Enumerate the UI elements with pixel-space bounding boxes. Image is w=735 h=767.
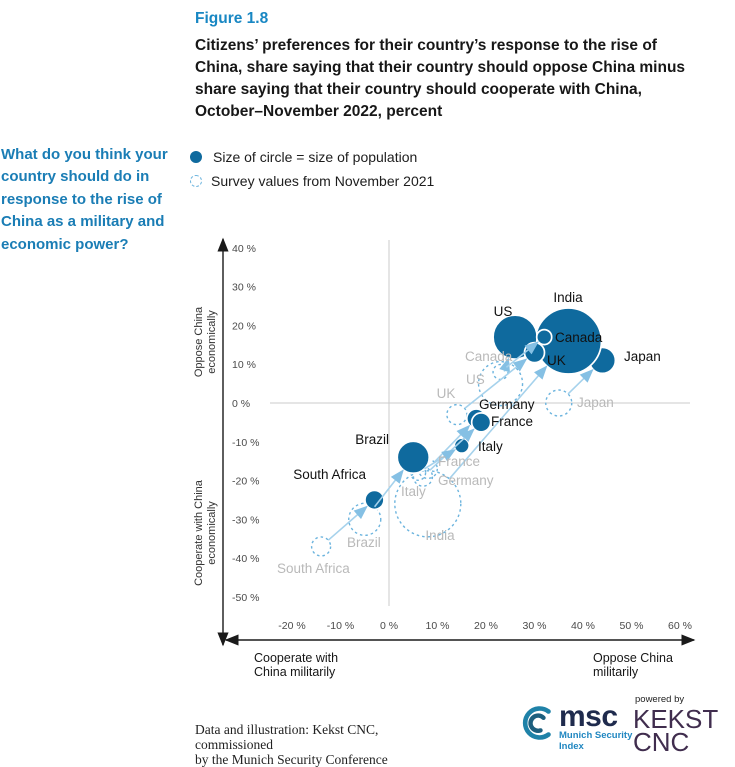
figure-title-line-1: Citizens’ preferences for their country’s response to the rise of [195, 37, 657, 54]
legend-label: Size of circle = size of population [213, 148, 418, 165]
figure-title-line-4: October–November 2022, percent [195, 103, 443, 120]
y-axis-caption-top: Oppose Chinaeconomically [193, 306, 218, 378]
label-italy-2022: Italy [478, 439, 503, 454]
y-tick-label: 40 % [232, 242, 256, 255]
label-brazil-2022: Brazil [355, 432, 389, 447]
figure-header [195, 10, 715, 123]
label-italy-2021: Italy [401, 484, 426, 499]
label-south_africa-2022: South Africa [293, 467, 366, 482]
source-note [195, 722, 455, 767]
x-tick-label: -10 % [326, 620, 355, 632]
y-tick-label: -30 % [232, 514, 260, 527]
y-tick-label: 0 % [232, 398, 251, 410]
label-japan-2021: Japan [577, 395, 614, 410]
x-tick-label: 20 % [474, 620, 498, 632]
y-tick-label: -20 % [232, 475, 260, 488]
msc-logo [518, 700, 633, 753]
legend-item-population [190, 148, 434, 165]
label-germany-2021: Germany [438, 473, 494, 488]
label-france-2021: France [438, 454, 481, 469]
label-us-2021: US [466, 372, 485, 387]
solid-circle-icon [190, 151, 202, 163]
x-tick-label: 40 % [571, 620, 595, 632]
y-tick-label: 10 % [232, 359, 256, 372]
bubble-south_africa-2021 [312, 537, 331, 556]
question-line-2: country should do in [1, 168, 150, 186]
label-canada-2022: Canada [555, 330, 603, 345]
msc-logo-text [559, 700, 633, 752]
label-india-2022: India [553, 290, 583, 305]
y-tick-label: 30 % [232, 281, 256, 294]
legend-item-2021 [190, 172, 434, 189]
kekst-wordmark-line-1: KEKST [633, 704, 719, 734]
y-tick-label: -50 % [232, 591, 260, 604]
label-brazil-2021: Brazil [347, 535, 381, 550]
figure-title-line-3: share saying that their country should cooperate with China, [195, 81, 642, 98]
bubble-uk-2021 [447, 405, 467, 425]
label-india-2021: India [425, 528, 455, 543]
x-axis-caption-left: Cooperate with [254, 651, 339, 665]
x-tick-label: 30 % [522, 620, 547, 632]
bubble-france-2022 [472, 413, 491, 432]
question-line-4: China as a military and [1, 213, 165, 231]
label-us-2022: US [493, 304, 513, 319]
x-tick-label: -20 % [278, 620, 306, 632]
label-uk-2021: UK [436, 386, 456, 401]
msc-wordmark: msc [559, 700, 618, 733]
msc-sub-line-1: Munich Security [559, 730, 633, 741]
source-line-2: by the Munich Security Conference [195, 752, 388, 767]
figure-number: Figure 1.8 [195, 10, 269, 27]
y-tick-label: -40 % [232, 553, 260, 566]
label-canada-2021: Canada [465, 349, 513, 364]
msc-sub-line-2: Index [559, 741, 584, 752]
label-france-2022: France [491, 414, 534, 429]
label-uk-2022: UK [547, 353, 566, 368]
survey-question [1, 144, 176, 256]
y-tick-label: -10 % [232, 436, 260, 449]
label-south_africa-2021: South Africa [277, 561, 350, 576]
x-axis-caption-right: Oppose China [593, 651, 673, 665]
y-tick-label: 20 % [232, 320, 256, 333]
x-tick-label: 10 % [425, 620, 450, 632]
dashed-circle-icon [190, 175, 202, 187]
x-tick-label: 0 % [379, 620, 399, 632]
figure-title-line-2: China, share saying that their country should oppose China minus [195, 59, 686, 76]
source-line-1: Data and illustration: Kekst CNC, commissioned [195, 722, 379, 752]
question-line-5: economic power? [1, 235, 129, 253]
label-germany-2022: Germany [479, 397, 535, 412]
label-japan-2022: Japan [624, 349, 661, 364]
kekst-logo [633, 694, 719, 757]
arrow-brazil [375, 471, 403, 506]
chart-legend [190, 148, 434, 196]
powered-by-label: powered by [635, 694, 685, 705]
kekst-wordmark-line-2: CNC [633, 727, 690, 757]
x-axis-caption-left: China militarily [254, 665, 336, 679]
y-axis-caption-bottom: Cooperate with Chinaeconomically [193, 480, 218, 586]
x-tick-label: 60 % [668, 620, 692, 632]
question-line-1: What do you think your [1, 146, 168, 163]
question-line-3: response to the rise of [1, 190, 162, 208]
legend-label: Survey values from November 2021 [211, 172, 435, 189]
msc-logo-mark [518, 703, 556, 753]
bubble-canada-2022 [537, 330, 552, 345]
x-tick-label: 50 % [619, 620, 644, 632]
x-axis-caption-right: militarily [593, 665, 639, 679]
